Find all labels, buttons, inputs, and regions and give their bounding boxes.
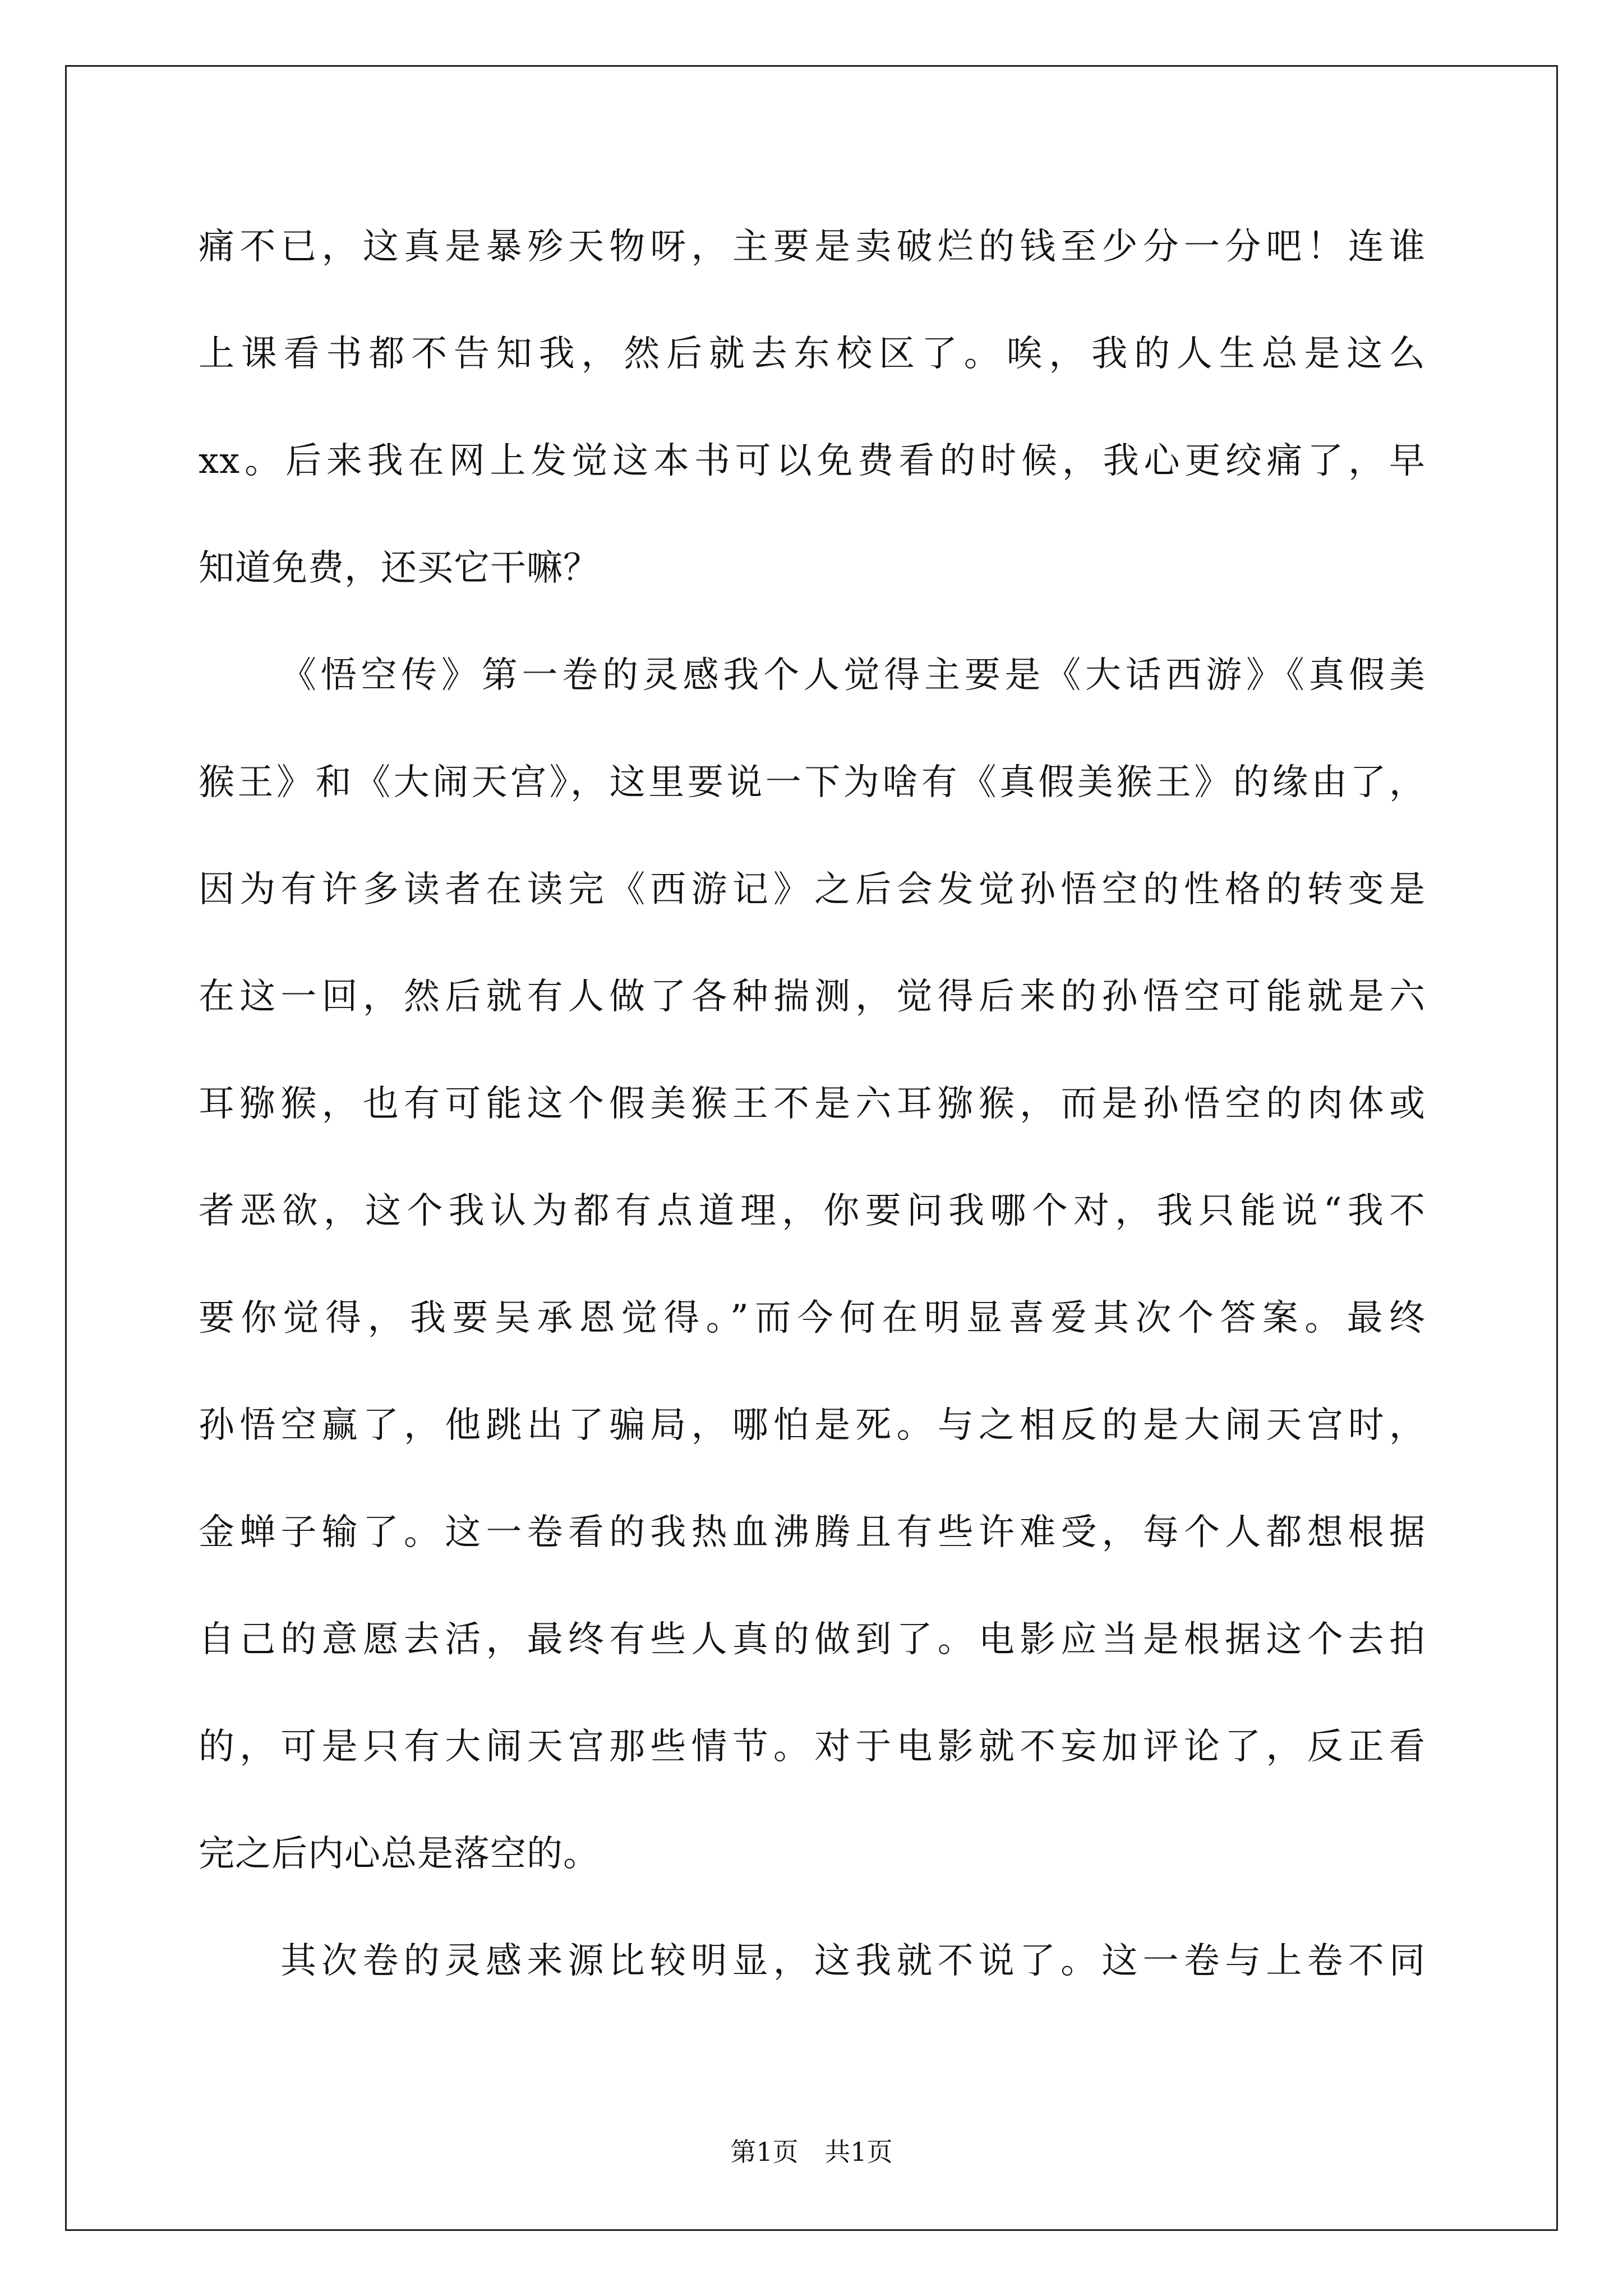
text-line: 金蝉子输了。这一卷看的我热血沸腾且有些许难受，每个人都想根据 xyxy=(199,1512,1426,1553)
text-line: 猴王》和《大闹天宫》，这里要说一下为啥有《真假美猴王》的缘由了， xyxy=(199,762,1426,803)
text-line: 在这一回，然后就有人做了各种揣测，觉得后来的孙悟空可能就是六 xyxy=(199,976,1426,1018)
page-number: 第1页 xyxy=(730,2137,799,2167)
paragraph-start-line: 其次卷的灵感来源比较明显，这我就不说了。这一卷与上卷不同 xyxy=(280,1940,1426,1982)
page-footer xyxy=(0,2132,1623,2169)
text-line: 者恶欲，这个我认为都有点道理，你要问我哪个对，我只能说“我不 xyxy=(199,1190,1426,1232)
text-line: 完之后内心总是落空的。 xyxy=(199,1833,600,1875)
text-line: 痛不已，这真是暴殄天物呀，主要是卖破烂的钱至少分一分吧！连谁 xyxy=(199,226,1426,268)
text-line: 自己的意愿去活，最终有些人真的做到了。电影应当是根据这个去拍 xyxy=(199,1619,1426,1660)
paragraph-start-line: 《悟空传》第一卷的灵感我个人觉得主要是《大话西游》《真假美 xyxy=(280,655,1426,696)
text-line: 因为有许多读者在读完《西游记》之后会发觉孙悟空的性格的转变是 xyxy=(199,869,1426,910)
text-line: xx。后来我在网上发觉这本书可以免费看的时候，我心更绞痛了，早 xyxy=(199,440,1426,482)
document-body xyxy=(199,216,1426,2037)
text-line: 要你觉得，我要吴承恩觉得。”而今何在明显喜爱其次个答案。最终 xyxy=(199,1297,1426,1339)
text-line: 知道免费，还买它干嘛？ xyxy=(199,547,600,589)
text-line: 上课看书都不告知我，然后就去东校区了。唉，我的人生总是这么 xyxy=(199,333,1426,375)
text-line: 耳猕猴，也有可能这个假美猴王不是六耳猕猴，而是孙悟空的肉体或 xyxy=(199,1083,1426,1125)
page-total: 共1页 xyxy=(824,2137,893,2167)
text-line: 孙悟空赢了，他跳出了骗局，哪怕是死。与之相反的是大闹天宫时， xyxy=(199,1405,1426,1446)
text-line: 的，可是只有大闹天宫那些情节。对于电影就不妄加评论了，反正看 xyxy=(199,1726,1426,1768)
